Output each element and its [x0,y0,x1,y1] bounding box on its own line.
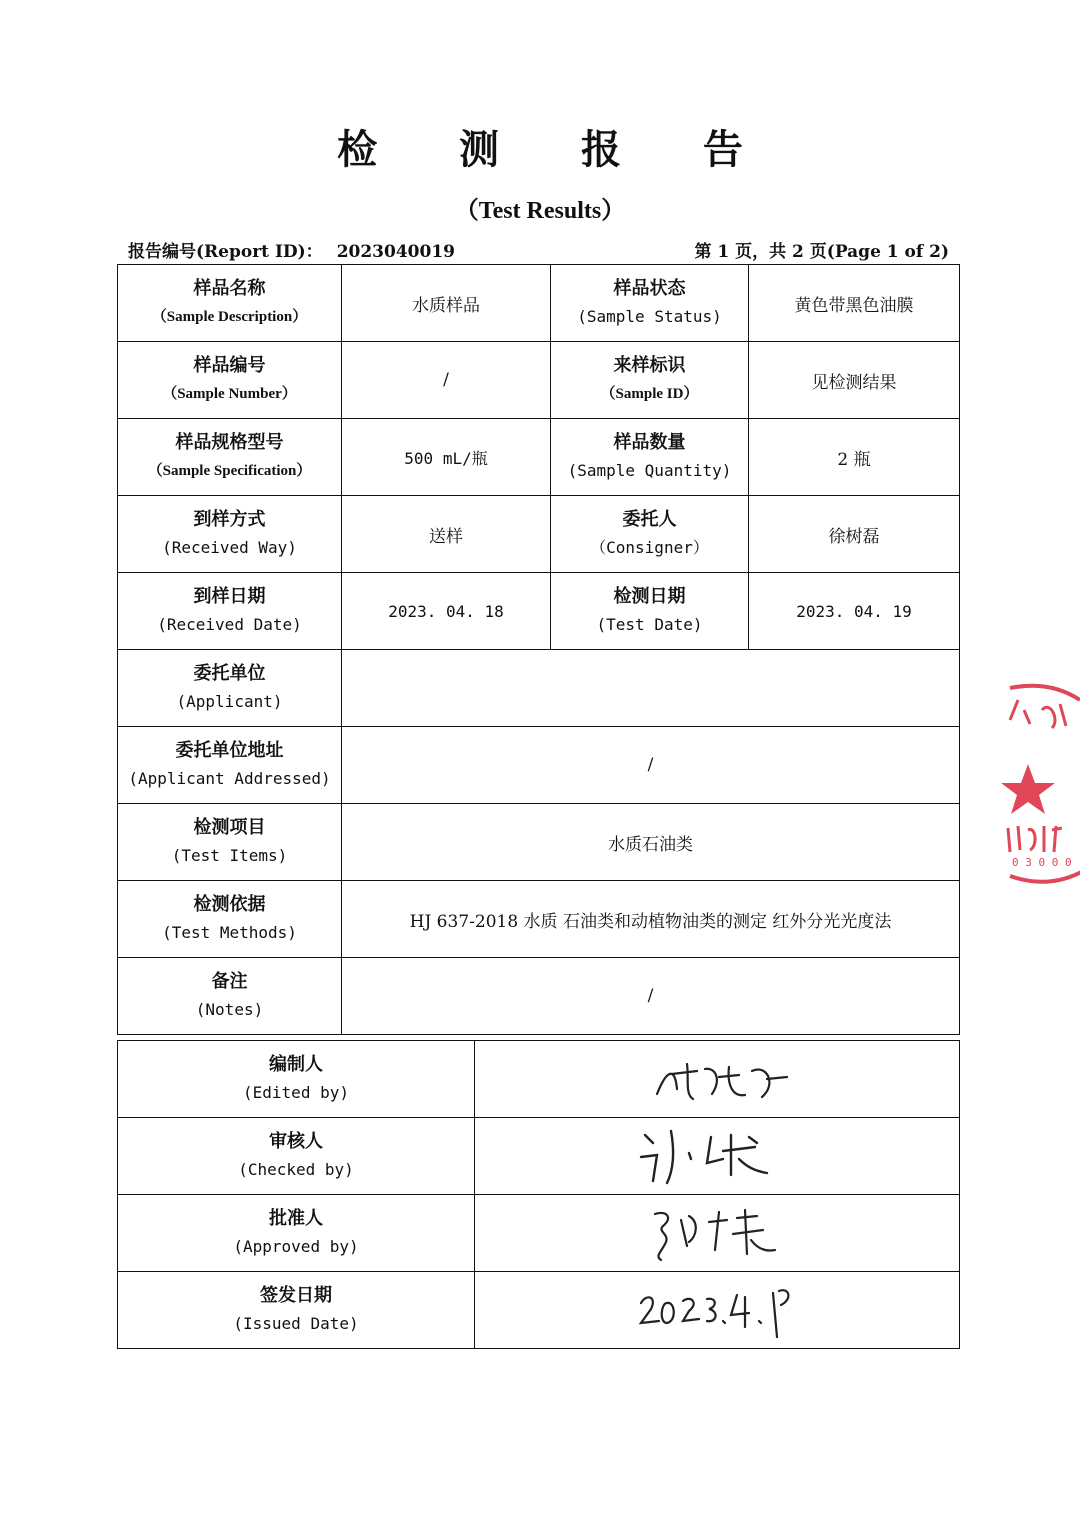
seal-icon [990,680,1080,900]
received-date-label-en: (Received Date) [157,615,302,634]
consigner-label-en: （Consigner） [590,538,709,557]
label-cell [118,1041,475,1118]
label-cell [551,419,749,496]
notes-label: 备注 [211,971,248,992]
received-way-label-en: (Received Way) [162,538,297,557]
table-row [118,650,960,727]
received-way-value: 送样 [429,526,463,547]
sample-description-value: 水质样品 [412,295,480,316]
signature-cell [475,1118,960,1195]
table-row [118,958,960,1035]
label-cell [118,727,342,804]
label-cell [118,1272,475,1349]
label-cell [118,265,342,342]
label-cell [118,958,342,1035]
applicant-address-label-en: (Applicant Addressed) [128,769,331,788]
signature-cell [475,1272,960,1349]
sample-quantity-value: 2 瓶 [837,449,871,470]
label-cell [551,342,749,419]
value-cell [342,496,551,573]
notes-label-en: (Notes) [195,1000,264,1019]
test-date-value: 2023. 04. 19 [796,601,912,621]
value-cell [749,342,960,419]
value-cell [342,804,960,881]
table-row [118,573,960,650]
value-cell [342,727,960,804]
value-cell [342,650,960,727]
sample-description-label: 样品名称 [193,278,266,299]
label-cell [118,650,342,727]
sample-id-label-en: （Sample ID） [600,386,699,402]
sample-status-label: 样品状态 [613,278,686,299]
table-row [118,1041,960,1118]
label-cell [118,1118,475,1195]
sample-number-label: 样品编号 [193,355,266,376]
sample-spec-value: 500 mL/瓶 [404,448,488,468]
handwritten-issued-date [627,1277,807,1343]
value-cell [342,419,551,496]
report-subtitle: （Test Results） [454,198,626,224]
signature-table [117,1040,960,1349]
applicant-address-label: 委托单位地址 [175,740,284,761]
sample-spec-label-en: （Sample Specification） [147,463,312,479]
test-items-label: 检测项目 [193,817,266,838]
value-cell [749,265,960,342]
issued-date-label-en: (Issued Date) [233,1314,359,1333]
label-cell [118,881,342,958]
label-cell [118,419,342,496]
value-cell [342,265,551,342]
table-row [118,1195,960,1272]
report-title: 检 测 报 告 [337,126,777,173]
sample-info-table [117,264,960,1035]
label-cell [118,804,342,881]
received-date-label: 到样日期 [193,586,266,607]
table-row [118,804,960,881]
label-cell [118,496,342,573]
handwritten-signature-edited [627,1049,807,1109]
consigner-value: 徐树磊 [828,526,880,547]
table-row [118,881,960,958]
value-cell [342,342,551,419]
edited-by-label: 编制人 [269,1054,323,1075]
value-cell [749,573,960,650]
test-items-label-en: (Test Items) [171,846,288,865]
value-cell [342,881,960,958]
sample-status-value: 黄色带黑色油膜 [794,295,914,316]
consigner-label: 委托人 [622,509,677,530]
applicant-address-value: / [647,755,654,775]
sample-id-value: 见检测结果 [811,372,897,393]
checked-by-label-en: (Checked by) [238,1160,354,1179]
edited-by-signature [475,1049,959,1109]
sample-id-label: 来样标识 [613,355,686,376]
handwritten-signature-checked [627,1123,807,1189]
approved-by-label-en: (Approved by) [233,1237,359,1256]
value-cell [749,496,960,573]
value-cell [342,958,960,1035]
notes-value: / [647,986,654,1006]
checked-by-label: 审核人 [269,1131,323,1152]
approved-by-label: 批准人 [269,1208,323,1229]
sample-status-label-en: (Sample Status) [577,307,722,326]
label-cell [118,342,342,419]
signature-cell [475,1041,960,1118]
page-info: 第 1 页，共 2 页(Page 1 of 2) [694,242,949,262]
svg-text:0 3 0 0 0: 0 3 0 0 0 [1012,856,1072,869]
value-cell [749,419,960,496]
applicant-label: 委托单位 [193,663,266,684]
test-methods-label: 检测依据 [193,894,266,915]
handwritten-signature-approved [627,1200,807,1266]
received-date-value: 2023. 04. 18 [388,601,504,621]
report-id-value: 2023040019 [336,242,455,262]
test-date-label: 检测日期 [613,586,686,607]
value-cell [342,573,551,650]
table-row [118,342,960,419]
applicant-label-en: (Applicant) [176,692,283,711]
test-date-label-en: (Test Date) [596,615,703,634]
table-row [118,727,960,804]
sample-number-value: / [443,370,449,390]
table-row [118,419,960,496]
table-row [118,496,960,573]
table-row [118,1118,960,1195]
edited-by-label-en: (Edited by) [243,1083,349,1102]
test-methods-value: HJ 637-2018 水质 石油类和动植物油类的测定 红外分光光度法 [409,911,892,932]
label-cell [551,496,749,573]
table-row [118,1272,960,1349]
table-row [118,265,960,342]
sample-quantity-label: 样品数量 [613,432,686,453]
test-items-value: 水质石油类 [608,834,693,855]
approved-by-signature [475,1200,959,1266]
report-id-label: 报告编号(Report ID)： [128,242,323,262]
label-cell [118,1195,475,1272]
checked-by-signature [475,1123,959,1189]
label-cell [118,573,342,650]
issued-date-label: 签发日期 [260,1285,332,1306]
test-methods-label-en: (Test Methods) [162,923,297,942]
label-cell [551,573,749,650]
sample-spec-label: 样品规格型号 [175,432,284,453]
issued-date-handwritten [475,1277,959,1343]
sample-quantity-label-en: (Sample Quantity) [567,461,732,480]
red-seal-stamp [990,680,1080,900]
sample-number-label-en: （Sample Number） [162,386,297,402]
report-id-line [128,237,455,262]
label-cell [551,265,749,342]
received-way-label: 到样方式 [193,509,266,530]
signature-cell [475,1195,960,1272]
sample-description-label-en: （Sample Description） [151,309,308,325]
